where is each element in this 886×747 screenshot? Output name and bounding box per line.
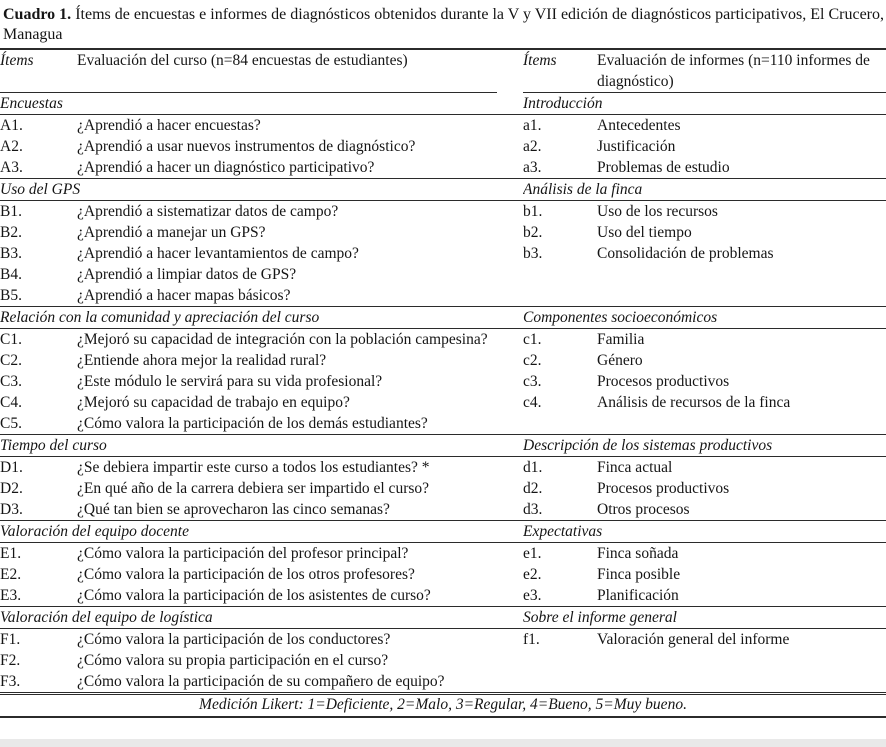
section-header-left: Relación con la comunidad y apreciación del curso (0, 307, 497, 329)
item-text-left: ¿Mejoró su capacidad de trabajo en equipo? (77, 394, 350, 411)
item-code-right: d1. (523, 459, 543, 476)
section-header-left: Tiempo del curso (0, 435, 497, 457)
item-row (0, 201, 886, 223)
item-code-left: E1. (0, 545, 22, 562)
column-gap (497, 49, 523, 93)
section-header-right: Sobre el informe general (523, 607, 886, 629)
item-code-right: a2. (523, 138, 542, 155)
item-code-right: d2. (523, 480, 543, 497)
item-code-left: B5. (0, 287, 22, 304)
item-row (0, 650, 886, 671)
item-text-right: Problemas de estudio (597, 159, 730, 176)
item-code-left: C3. (0, 373, 22, 390)
section-header-row (0, 435, 886, 457)
item-code-right: b1. (523, 203, 543, 220)
item-row (0, 350, 886, 371)
item-text-left: ¿Cómo valora la participación de los conductores? (77, 631, 391, 648)
column-gap (497, 285, 523, 307)
item-code-right: e3. (523, 587, 542, 604)
column-gap (497, 329, 523, 351)
left-table-title: Evaluación del curso (n=84 encuestas de estudiantes) (77, 49, 497, 93)
item-code-left: D1. (0, 459, 23, 476)
column-gap (497, 264, 523, 285)
item-text-right: Consolidación de problemas (597, 245, 774, 262)
item-row (0, 115, 886, 137)
item-row (0, 413, 886, 435)
item-text-right (597, 650, 886, 671)
column-gap (497, 435, 523, 457)
table-footer-row (0, 694, 886, 718)
item-row (0, 136, 886, 157)
item-code-left: E2. (0, 566, 22, 583)
item-code-left: F2. (0, 652, 21, 669)
item-code-right: c3. (523, 373, 542, 390)
item-text-left: ¿Entiende ahora mejor la realidad rural? (77, 352, 327, 369)
page-bottom-strip (0, 739, 886, 747)
item-text-right: Finca soñada (597, 545, 679, 562)
item-code-left: B1. (0, 203, 22, 220)
table-caption (0, 0, 886, 48)
item-text-left: ¿Aprendió a usar nuevos instrumentos de diagnóstico? (77, 138, 416, 155)
item-text-left: ¿Qué tan bien se aprovecharon las cinco semanas? (77, 501, 390, 518)
item-code-left: C1. (0, 331, 22, 348)
item-code-right: e1. (523, 545, 542, 562)
item-code-left: F3. (0, 673, 21, 690)
column-gap (497, 371, 523, 392)
column-gap (497, 607, 523, 629)
item-code-left: F1. (0, 631, 21, 648)
section-header-right: Análisis de la finca (523, 179, 886, 201)
item-row (0, 243, 886, 264)
item-code-left: C5. (0, 415, 22, 432)
table-caption-text: Ítems de encuestas e informes de diagnósticos obtenidos durante la V y VII edición de diagnósticos participativos, El Crucero, Managua (3, 6, 885, 43)
item-row (0, 499, 886, 521)
item-code-left: E3. (0, 587, 22, 604)
item-code-right (523, 671, 597, 694)
right-items-column-header: Ítems (523, 49, 597, 93)
item-text-left: ¿Aprendió a hacer levantamientos de campo? (77, 245, 359, 262)
table-header-row (0, 49, 886, 93)
item-code-right: c1. (523, 331, 542, 348)
item-code-right (523, 650, 597, 671)
column-gap (497, 115, 523, 137)
column-gap (497, 499, 523, 521)
column-gap (497, 136, 523, 157)
item-text-right (597, 671, 886, 694)
item-code-right (523, 413, 597, 435)
item-text-right: Género (597, 352, 643, 369)
item-text-left: ¿Aprendió a limpiar datos de GPS? (77, 266, 297, 283)
item-text-left: ¿Cómo valora la participación de los otros profesores? (77, 566, 415, 583)
column-gap (497, 629, 523, 651)
item-row (0, 457, 886, 479)
column-gap (497, 392, 523, 413)
item-text-left: ¿Se debiera impartir este curso a todos los estudiantes? * (77, 459, 430, 476)
item-row (0, 543, 886, 565)
item-row (0, 157, 886, 179)
item-row (0, 329, 886, 351)
section-header-row (0, 307, 886, 329)
item-text-right: Valoración general del informe (597, 631, 790, 648)
item-text-right: Otros procesos (597, 501, 690, 518)
item-code-left: A3. (0, 159, 23, 176)
column-gap (497, 243, 523, 264)
item-row (0, 564, 886, 585)
section-header-right: Expectativas (523, 521, 886, 543)
item-text-left: ¿Cómo valora la participación de su compañero de equipo? (77, 673, 445, 690)
column-gap (497, 93, 523, 115)
item-text-right: Finca posible (597, 566, 681, 583)
item-text-right: Familia (597, 331, 645, 348)
item-code-right: d3. (523, 501, 543, 518)
column-gap (497, 521, 523, 543)
column-gap (497, 585, 523, 607)
section-header-left: Uso del GPS (0, 179, 497, 201)
section-header-row (0, 179, 886, 201)
column-gap (497, 350, 523, 371)
item-code-right (523, 285, 597, 307)
section-header-right: Introducción (523, 93, 886, 115)
item-row (0, 222, 886, 243)
item-text-right: Análisis de recursos de la finca (597, 394, 791, 411)
item-row (0, 629, 886, 651)
item-text-left: ¿Este módulo le servirá para su vida profesional? (77, 373, 383, 390)
item-text-right: Antecedentes (597, 117, 681, 134)
item-text-left: ¿Cómo valora la participación de los asistentes de curso? (77, 587, 431, 604)
item-code-left: C2. (0, 352, 22, 369)
item-text-left: ¿Cómo valora su propia participación en el curso? (77, 652, 389, 669)
item-code-right: b2. (523, 224, 543, 241)
section-header-left: Valoración del equipo docente (0, 521, 497, 543)
item-code-right (523, 264, 597, 285)
likert-scale-note: Medición Likert: 1=Deficiente, 2=Malo, 3=Regular, 4=Bueno, 5=Muy bueno. (0, 694, 886, 718)
item-code-right: b3. (523, 245, 543, 262)
column-gap (497, 222, 523, 243)
item-code-right: c2. (523, 352, 542, 369)
item-code-left: A2. (0, 138, 23, 155)
column-gap (497, 157, 523, 179)
item-text-right: Planificación (597, 587, 679, 604)
item-text-right: Uso del tiempo (597, 224, 692, 241)
section-header-left: Valoración del equipo de logística (0, 607, 497, 629)
item-code-right: e2. (523, 566, 542, 583)
item-text-left: ¿Mejoró su capacidad de integración con la población campesina? (77, 331, 488, 348)
table-caption-label: Cuadro 1. (3, 6, 72, 23)
section-header-right: Componentes socioeconómicos (523, 307, 886, 329)
item-text-left: ¿Aprendió a hacer encuestas? (77, 117, 261, 134)
column-gap (497, 457, 523, 479)
item-code-right: c4. (523, 394, 542, 411)
item-text-left: ¿Aprendió a hacer un diagnóstico participativo? (77, 159, 375, 176)
item-text-left: ¿Cómo valora la participación del profesor principal? (77, 545, 409, 562)
column-gap (497, 564, 523, 585)
item-row (0, 392, 886, 413)
right-table-title: Evaluación de informes (n=110 informes de diagnóstico) (597, 49, 886, 93)
item-text-left: ¿Aprendió a hacer mapas básicos? (77, 287, 291, 304)
item-text-right: Finca actual (597, 459, 673, 476)
section-header-right: Descripción de los sistemas productivos (523, 435, 886, 457)
item-text-left: ¿Aprendió a manejar un GPS? (77, 224, 266, 241)
item-code-right: a1. (523, 117, 542, 134)
item-text-right: Procesos productivos (597, 373, 730, 390)
item-code-left: D2. (0, 480, 23, 497)
item-text-left: ¿Aprendió a sistematizar datos de campo? (77, 203, 339, 220)
item-row (0, 285, 886, 307)
item-text-right (597, 264, 886, 285)
item-code-left: B3. (0, 245, 22, 262)
column-gap (497, 650, 523, 671)
column-gap (497, 307, 523, 329)
section-header-left: Encuestas (0, 93, 497, 115)
column-gap (497, 413, 523, 435)
section-header-row (0, 607, 886, 629)
item-row (0, 478, 886, 499)
item-text-right: Justificación (597, 138, 676, 155)
item-row (0, 671, 886, 694)
left-items-column-header: Ítems (0, 49, 77, 93)
item-text-left: ¿Cómo valora la participación de los demás estudiantes? (77, 415, 428, 432)
item-code-left: A1. (0, 117, 23, 134)
item-code-right: f1. (523, 631, 540, 648)
column-gap (497, 201, 523, 223)
item-row (0, 264, 886, 285)
section-header-row (0, 521, 886, 543)
item-code-left: D3. (0, 501, 23, 518)
item-row (0, 585, 886, 607)
column-gap (497, 671, 523, 694)
section-header-row (0, 93, 886, 115)
column-gap (497, 179, 523, 201)
item-code-left: C4. (0, 394, 22, 411)
item-text-right: Procesos productivos (597, 480, 730, 497)
item-row (0, 371, 886, 392)
item-text-left: ¿En qué año de la carrera debiera ser impartido el curso? (77, 480, 430, 497)
item-text-right: Uso de los recursos (597, 203, 718, 220)
item-text-right (597, 413, 886, 435)
item-code-left: B4. (0, 266, 22, 283)
column-gap (497, 543, 523, 565)
items-table (0, 48, 886, 718)
item-code-right: a3. (523, 159, 542, 176)
item-code-left: B2. (0, 224, 22, 241)
item-text-right (597, 285, 886, 307)
column-gap (497, 478, 523, 499)
